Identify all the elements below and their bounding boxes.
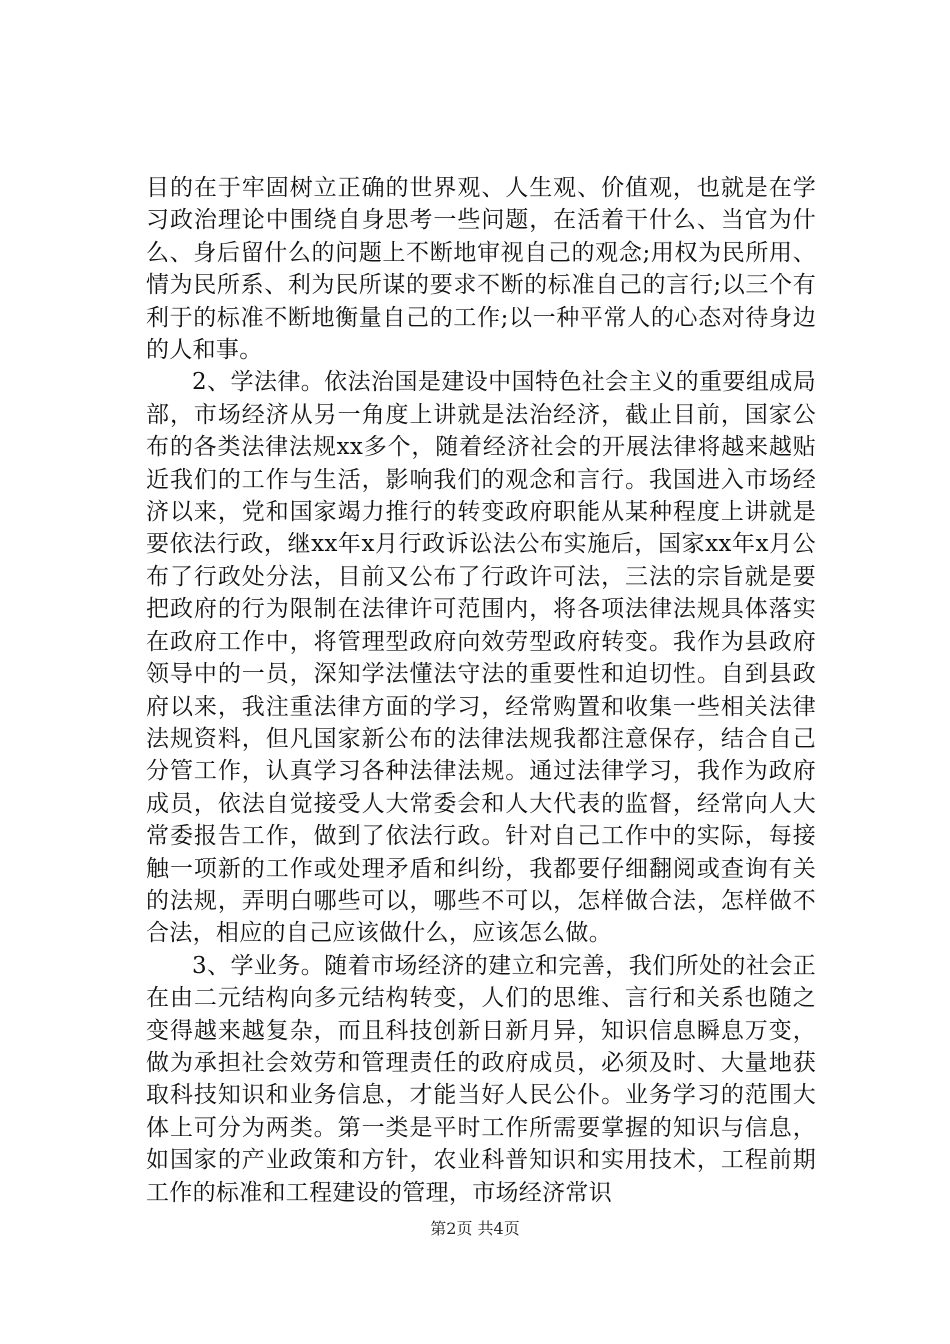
paragraph-study-law: 2、学法律。依法治国是建设中国特色社会主义的重要组成局部，市场经济从另一角度上讲就是法治经济，截止目前，国家公布的各类法律法规xx多个，随着经济社会的开展法律将越来越贴近我们的工作与生活，影响我们的观念和言行。我国进入市场经济以来，党和国家竭力推行的转变政府职能从某种程度上讲就是要依法行政，继xx年x月行政诉讼法公布实施后，国家xx年x月公布了行政处分法，目前又公布了行政许可法，三法的宗旨就是要把政府的行为限制在法律许可范围内，将各项法律法规具体落实在政府工作中，将管理型政府向效劳型政府转变。我作为县政府领导中的一员，深知学法懂法守法的重要性和迫切性。自到县政府以来，我注重法律方面的学习，经常购置和收集一些相关法律法规资料，但凡国家新公布的法律法规我都注意保存，结合自己分管工作，认真学习各种法律法规。通过法律学习，我作为政府成员，依法自觉接受人大常委会和人大代表的监督，经常向人大常委报告工作，做到了依法行政。针对自己工作中的实际，每接触一项新的工作或处理矛盾和纠纷，我都要仔细翻阅或查询有关的法规，弄明白哪些可以，哪些不可以，怎样做合法，怎样做不合法，相应的自己应该做什么，应该怎么做。: [146, 369, 816, 947]
page-number-footer: 第2页 共4页: [430, 1219, 520, 1238]
paragraph-continuation: 目的在于牢固树立正确的世界观、人生观、价值观，也就是在学习政治理论中围绕自身思考一些问题，在活着干什么、当官为什么、身后留什么的问题上不断地审视自己的观念;用权为民所用、情为民所系、利为民所谋的要求不断的标准自己的言行;以三个有利于的标准不断地衡量自己的工作;以一种平常人的心态对待身边的人和事。: [146, 175, 816, 364]
document-body: [146, 172, 816, 1209]
paragraph-study-business: 3、学业务。随着市场经济的建立和完善，我们所处的社会正在由二元结构向多元结构转变，人们的思维、言行和关系也随之变得越来越复杂，而且科技创新日新月异，知识信息瞬息万变，做为承担社会效劳和管理责任的政府成员，必须及时、大量地获取科技知识和业务信息，才能当好人民公仆。业务学习的范围大体上可分为两类。第一类是平时工作所需要掌握的知识与信息，如国家的产业政策和方针，农业科普知识和实用技术，工程前期工作的标准和工程建设的管理，市场经济常识: [146, 952, 816, 1206]
